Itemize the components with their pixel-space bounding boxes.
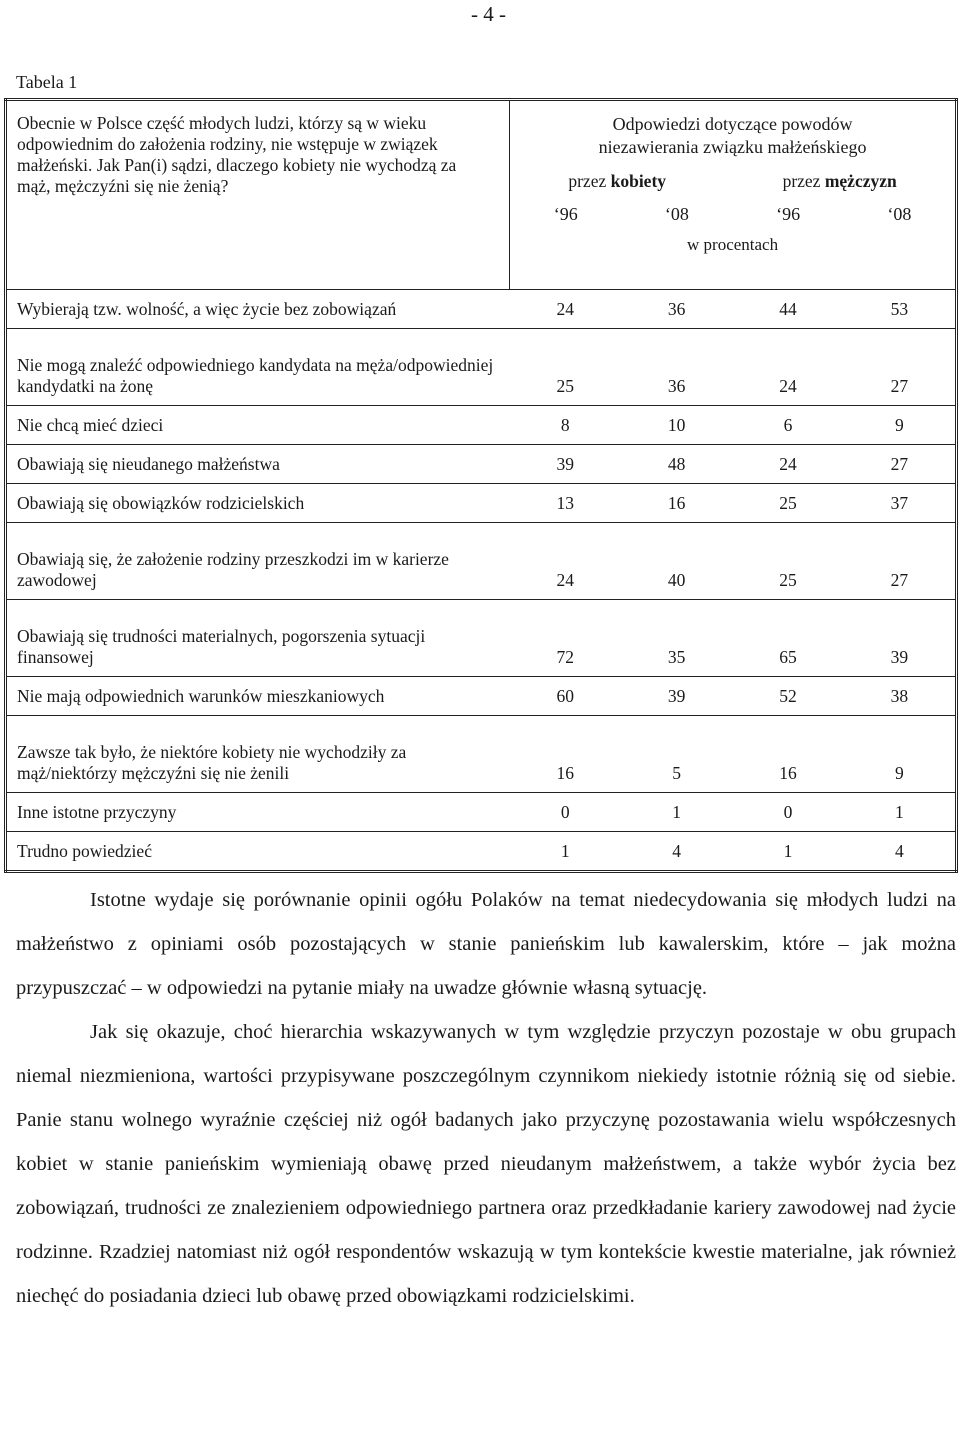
body-text: [16, 878, 956, 1318]
row-value: 24: [732, 329, 843, 406]
row-value: 36: [621, 329, 732, 406]
group-men: [783, 171, 897, 192]
row-value: 24: [732, 445, 843, 484]
row-value: 5: [621, 716, 732, 793]
year-women-96: ‘96: [553, 204, 578, 224]
row-value: 4: [621, 832, 732, 872]
survey-table: [4, 98, 958, 873]
row-value: 16: [621, 484, 732, 523]
row-value: 72: [510, 600, 621, 677]
row-value: 39: [510, 445, 621, 484]
row-value: 48: [621, 445, 732, 484]
question-text: Obecnie w Polsce część młodych ludzi, którzy są w wieku odpowiednim do założenia rodziny, nie wstępuje w związek małżeński. Jak Pan(i) sądzi, dlaczego kobiety nie wychodzą za mąż, mężczyźni się nie żenią?: [17, 113, 457, 196]
row-label: Zawsze tak było, że niektóre kobiety nie wychodziły za mąż/niektórzy mężczyźni się nie żenili: [6, 716, 510, 793]
row-label: Nie mogą znaleźć odpowiedniego kandydata na męża/odpowiedniej kandydatki na żonę: [6, 329, 510, 406]
row-value: 9: [844, 406, 957, 445]
row-value: 1: [732, 832, 843, 872]
row-label: Inne istotne przyczyny: [6, 793, 510, 832]
group-men-bold: mężczyzn: [824, 171, 897, 191]
row-value: 37: [844, 484, 957, 523]
row-value: 9: [844, 716, 957, 793]
row-value: 16: [510, 716, 621, 793]
table-row: [6, 406, 957, 445]
row-label: Obawiają się nieudanego małżeństwa: [6, 445, 510, 484]
row-value: 27: [844, 523, 957, 600]
row-value: 1: [621, 793, 732, 832]
row-value: 1: [510, 832, 621, 872]
row-value: 6: [732, 406, 843, 445]
paragraph: Istotne wydaje się porównanie opinii ogółu Polaków na temat niedecydowania się młodych ludzi na małżeństwo z opiniami osób pozostających w stanie panieńskim lub kawalerskim, które – jak można przypuszczać – w odpowiedzi na pytanie miały na uwadze głównie własną sytuację.: [16, 889, 956, 999]
row-value: 24: [510, 523, 621, 600]
year-labels: [510, 192, 955, 225]
year-women-08: ‘08: [664, 204, 689, 224]
header-title: Odpowiedzi dotyczące powodów niezawierania związku małżeńskiego: [598, 114, 867, 157]
group-women-prefix: przez: [568, 171, 611, 191]
row-label: Nie chcą mieć dzieci: [6, 406, 510, 445]
table-row: [6, 523, 957, 600]
table-row: [6, 445, 957, 484]
row-value: 16: [732, 716, 843, 793]
row-value: 8: [510, 406, 621, 445]
question-cell: [6, 100, 510, 290]
page-number-text: - 4 -: [471, 2, 506, 26]
row-value: 25: [732, 484, 843, 523]
table-row: [6, 677, 957, 716]
paragraph: Jak się okazuje, choć hierarchia wskazywanych w tym względzie przyczyn pozostaje w obu grupach niemal niezmieniona, wartości przypisywane poszczególnym czynnikom niekiedy istotnie różnią się od siebie. Panie stanu wolnego wyraźnie częściej niż ogół badanych jako przyczynę pozostawania wielu współczesnych kobiet w stanie panieńskim wymieniają obawę przed nieudanym małżeństwem, a także wybór życia bez zobowiązań, trudności ze znalezieniem odpowiedniego partnera oraz przedkładanie kariery zawodowej nad życie rodzinne. Rzadziej natomiast niż ogół respondentów wskazują w tym kontekście kwestie materialne, jak również niechęć do posiadania dzieci lub obawę przed obowiązkami rodzicielskimi.: [16, 1021, 956, 1307]
row-value: 10: [621, 406, 732, 445]
table-row: [6, 716, 957, 793]
row-value: 52: [732, 677, 843, 716]
group-women: [568, 171, 666, 192]
table-row: [6, 484, 957, 523]
row-value: 27: [844, 329, 957, 406]
row-value: 60: [510, 677, 621, 716]
header-cell: [510, 100, 957, 290]
row-value: 36: [621, 290, 732, 329]
year-men-96: ‘96: [776, 204, 801, 224]
row-value: 39: [621, 677, 732, 716]
row-value: 24: [510, 290, 621, 329]
group-men-prefix: przez: [782, 171, 825, 191]
table-header-row: [6, 100, 957, 290]
row-label: Obawiają się, że założenie rodziny przeszkodzi im w karierze zawodowej: [6, 523, 510, 600]
row-value: 0: [510, 793, 621, 832]
table-row: [6, 832, 957, 872]
table-row: [6, 329, 957, 406]
group-women-bold: kobiety: [610, 171, 667, 191]
row-value: 27: [844, 445, 957, 484]
table-row: [6, 290, 957, 329]
row-value: 65: [732, 600, 843, 677]
table-caption: Tabela 1: [16, 72, 78, 92]
row-label: Obawiają się obowiązków rodzicielskich: [6, 484, 510, 523]
group-labels: [510, 159, 955, 192]
row-value: 40: [621, 523, 732, 600]
row-label: Nie mają odpowiednich warunków mieszkaniowych: [6, 677, 510, 716]
row-label: Wybierają tzw. wolność, a więc życie bez zobowiązań: [6, 290, 510, 329]
table-row: [6, 600, 957, 677]
row-label: Trudno powiedzieć: [6, 832, 510, 872]
row-value: 25: [732, 523, 843, 600]
row-value: 53: [844, 290, 957, 329]
row-value: 38: [844, 677, 957, 716]
page-number: [0, 2, 960, 27]
row-value: 39: [844, 600, 957, 677]
row-value: 1: [844, 793, 957, 832]
year-men-08: ‘08: [887, 204, 912, 224]
unit-label: w procentach: [687, 235, 779, 254]
row-value: 4: [844, 832, 957, 872]
row-value: 25: [510, 329, 621, 406]
row-value: 13: [510, 484, 621, 523]
row-value: 0: [732, 793, 843, 832]
table-row: [6, 793, 957, 832]
row-label: Obawiają się trudności materialnych, pogorszenia sytuacji finansowej: [6, 600, 510, 677]
row-value: 35: [621, 600, 732, 677]
row-value: 44: [732, 290, 843, 329]
